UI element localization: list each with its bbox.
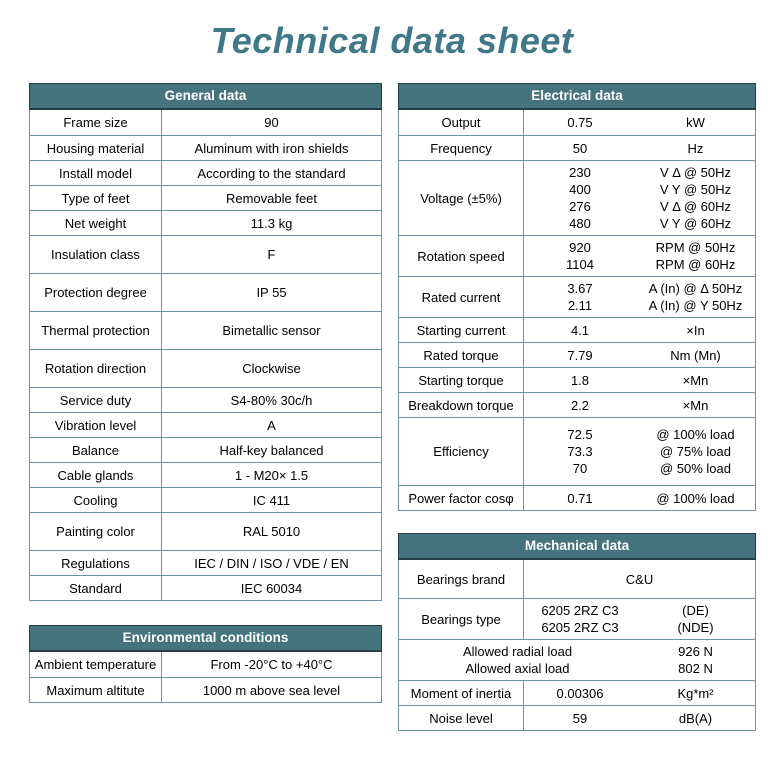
row-unit: @ 75% load xyxy=(659,444,732,459)
table-row xyxy=(30,387,381,412)
row-unit: A (In) @ Y 50Hz xyxy=(648,298,743,313)
row-label: Breakdown torque xyxy=(399,393,524,417)
row-value: 0.00306 xyxy=(556,685,604,701)
table-row xyxy=(399,276,755,317)
row-label: Net weight xyxy=(30,211,162,235)
row-label: Voltage (±5%) xyxy=(399,161,524,235)
general-data-header: General data xyxy=(29,83,382,110)
row-value: 7.79 xyxy=(567,347,593,363)
row-value: Clockwise xyxy=(242,361,301,376)
row-values xyxy=(524,136,636,160)
table-row xyxy=(30,110,381,135)
table-row xyxy=(30,412,381,437)
row-value: 1.8 xyxy=(570,372,590,388)
environmental-conditions-table xyxy=(29,625,382,703)
row-unit: dB(A) xyxy=(678,710,713,726)
row-label: Output xyxy=(399,110,524,135)
row-label: Moment of inertia xyxy=(399,681,524,705)
row-label: Power factor cosφ xyxy=(399,486,524,510)
table-row xyxy=(399,367,755,392)
table-row xyxy=(30,160,381,185)
row-value: A xyxy=(267,417,276,433)
row-label: Allowed radial load xyxy=(462,644,573,659)
row-units xyxy=(636,236,755,276)
row-value: 11.3 kg xyxy=(250,215,293,231)
row-label: Rated torque xyxy=(399,343,524,367)
row-values xyxy=(524,343,636,367)
row-units xyxy=(636,136,755,160)
row-label: Painting color xyxy=(30,513,162,550)
mechanical-data-table xyxy=(398,533,756,731)
table-row xyxy=(399,598,755,639)
row-label: Protection degree xyxy=(30,274,162,311)
electrical-data-header: Electrical data xyxy=(398,83,756,110)
row-units xyxy=(636,706,755,730)
table-row xyxy=(399,160,755,235)
row-unit: (NDE) xyxy=(677,620,714,635)
row-value: C&U xyxy=(625,571,654,587)
row-value: IC 411 xyxy=(252,492,291,508)
table-row xyxy=(30,185,381,210)
row-value: 2.2 xyxy=(570,397,590,413)
row-value: 920 xyxy=(569,240,591,255)
row-label: Frequency xyxy=(399,136,524,160)
table-row xyxy=(30,550,381,575)
table-row xyxy=(30,235,381,273)
technical-data-sheet-page xyxy=(0,10,784,731)
page-title: Technical data sheet xyxy=(210,20,574,61)
table-row xyxy=(30,512,381,550)
row-label: Ambient temperature xyxy=(30,652,162,677)
row-value: Bimetallic sensor xyxy=(222,323,321,338)
table-row xyxy=(30,311,381,349)
table-row xyxy=(399,639,755,680)
row-values xyxy=(524,393,636,417)
row-label: Housing material xyxy=(30,136,162,160)
row-value: 6205 2RZ C3 xyxy=(541,603,619,618)
table-row xyxy=(30,462,381,487)
table-row xyxy=(399,680,755,705)
row-unit: @ 50% load xyxy=(659,461,732,476)
row-label: Vibration level xyxy=(30,413,162,437)
row-values xyxy=(524,599,636,639)
row-value: 59 xyxy=(572,710,588,726)
row-units xyxy=(636,368,755,392)
row-label: Insulation class xyxy=(30,236,162,273)
row-value: According to the standard xyxy=(197,165,346,181)
row-values xyxy=(524,110,636,135)
row-value: 4.1 xyxy=(570,322,590,338)
row-value: 0.71 xyxy=(567,490,593,506)
row-unit: RPM @ 50Hz xyxy=(655,240,736,255)
general-data-body xyxy=(29,110,382,601)
table-row xyxy=(30,652,381,677)
row-value: 3.67 xyxy=(567,281,593,296)
table-row xyxy=(399,485,755,510)
row-label: Service duty xyxy=(30,388,162,412)
row-label: Rotation direction xyxy=(30,350,162,387)
row-units xyxy=(636,110,755,135)
mechanical-data-header: Mechanical data xyxy=(398,533,756,560)
table-row xyxy=(30,575,381,600)
general-data-table xyxy=(29,83,382,601)
row-unit: Nm (Mn) xyxy=(670,347,721,363)
mechanical-data-body xyxy=(398,560,756,731)
table-row xyxy=(30,273,381,311)
electrical-data-table xyxy=(398,83,756,511)
row-values xyxy=(524,368,636,392)
row-unit: @ 100% load xyxy=(656,427,735,442)
row-unit: 926 N xyxy=(678,644,713,659)
row-unit: ×Mn xyxy=(682,397,709,413)
row-units xyxy=(636,393,755,417)
row-value: 90 xyxy=(264,115,279,130)
row-label: Allowed axial load xyxy=(465,661,570,676)
row-value: 73.3 xyxy=(567,444,593,459)
row-unit: V Δ @ 50Hz xyxy=(659,165,732,180)
left-column xyxy=(29,83,382,703)
row-value: F xyxy=(267,247,276,262)
row-value: Aluminum with iron shields xyxy=(194,140,349,156)
row-value: IEC 60034 xyxy=(240,580,303,596)
table-row xyxy=(399,235,755,276)
row-unit: ×Mn xyxy=(682,372,709,388)
row-unit: V Y @ 60Hz xyxy=(659,216,732,231)
row-unit: V Y @ 50Hz xyxy=(659,182,732,197)
row-values xyxy=(524,486,636,510)
row-unit: kW xyxy=(686,115,705,130)
row-unit: (DE) xyxy=(682,603,709,618)
row-units xyxy=(636,343,755,367)
row-value: 6205 2RZ C3 xyxy=(541,620,619,635)
table-row xyxy=(399,705,755,730)
row-unit: A (In) @ Δ 50Hz xyxy=(648,281,743,296)
row-value: IEC / DIN / ISO / VDE / EN xyxy=(194,555,349,571)
row-unit: 802 N xyxy=(678,661,713,676)
table-row xyxy=(399,110,755,135)
row-label: Cooling xyxy=(30,488,162,512)
row-value: 1104 xyxy=(566,257,594,272)
table-row xyxy=(399,317,755,342)
row-value: 70 xyxy=(572,461,588,476)
table-row xyxy=(30,677,381,702)
row-label: Balance xyxy=(30,438,162,462)
row-units xyxy=(636,599,755,639)
row-value: 72.5 xyxy=(567,427,593,442)
row-units xyxy=(636,161,755,235)
row-value: 1 - M20× 1.5 xyxy=(234,467,309,483)
row-units xyxy=(636,640,755,680)
row-label: Bearings brand xyxy=(399,560,524,598)
row-labels xyxy=(399,640,636,680)
row-label: Efficiency xyxy=(399,418,524,485)
row-value: 50 xyxy=(572,140,588,156)
row-label: Bearings type xyxy=(399,599,524,639)
row-values xyxy=(524,706,636,730)
table-row xyxy=(30,349,381,387)
row-value: 1000 m above sea level xyxy=(202,682,341,698)
row-unit: Hz xyxy=(687,140,704,156)
row-value: 400 xyxy=(569,182,591,197)
row-unit: RPM @ 60Hz xyxy=(655,257,736,272)
row-value: From -20°C to +40°C xyxy=(210,657,333,672)
row-unit: @ 100% load xyxy=(656,490,735,506)
row-units xyxy=(636,681,755,705)
table-row xyxy=(399,342,755,367)
row-unit: V Δ @ 60Hz xyxy=(659,199,732,214)
row-units xyxy=(636,486,755,510)
row-value: Half-key balanced xyxy=(219,442,324,458)
row-label: Type of feet xyxy=(30,186,162,210)
row-units xyxy=(636,277,755,317)
row-label: Thermal protection xyxy=(30,312,162,349)
row-unit: ×In xyxy=(686,322,705,338)
table-row xyxy=(399,560,755,598)
row-label: Install model xyxy=(30,161,162,185)
row-label: Maximum altitute xyxy=(30,678,162,702)
table-row xyxy=(30,135,381,160)
row-values xyxy=(524,418,636,485)
electrical-data-body xyxy=(398,110,756,511)
row-value: 230 xyxy=(569,165,591,180)
table-row xyxy=(30,437,381,462)
row-values xyxy=(524,681,636,705)
row-values xyxy=(524,236,636,276)
row-value: 0.75 xyxy=(567,115,593,130)
row-units xyxy=(636,418,755,485)
row-value: 480 xyxy=(569,216,591,231)
row-label: Cable glands xyxy=(30,463,162,487)
table-row xyxy=(30,487,381,512)
row-values xyxy=(524,318,636,342)
table-row xyxy=(399,135,755,160)
row-value: S4-80% 30c/h xyxy=(230,392,313,408)
row-units xyxy=(636,318,755,342)
environmental-conditions-header: Environmental conditions xyxy=(29,625,382,652)
row-values xyxy=(524,161,636,235)
row-value: 276 xyxy=(569,199,591,214)
row-label: Standard xyxy=(30,576,162,600)
content-columns xyxy=(0,83,784,731)
row-label: Regulations xyxy=(30,551,162,575)
table-row xyxy=(30,210,381,235)
row-label: Frame size xyxy=(30,110,162,135)
row-label: Starting current xyxy=(399,318,524,342)
row-value: 2.11 xyxy=(567,298,593,313)
table-row xyxy=(399,392,755,417)
row-unit: Kg*m² xyxy=(677,685,714,701)
row-label: Starting torque xyxy=(399,368,524,392)
row-label: Rated current xyxy=(399,277,524,317)
table-row xyxy=(399,417,755,485)
row-label: Rotation speed xyxy=(399,236,524,276)
right-column xyxy=(398,83,756,731)
environmental-conditions-body xyxy=(29,652,382,703)
row-label: Noise level xyxy=(399,706,524,730)
row-value: IP 55 xyxy=(256,285,287,300)
row-value: RAL 5010 xyxy=(242,524,301,539)
row-values xyxy=(524,277,636,317)
row-value: Removable feet xyxy=(225,190,318,206)
